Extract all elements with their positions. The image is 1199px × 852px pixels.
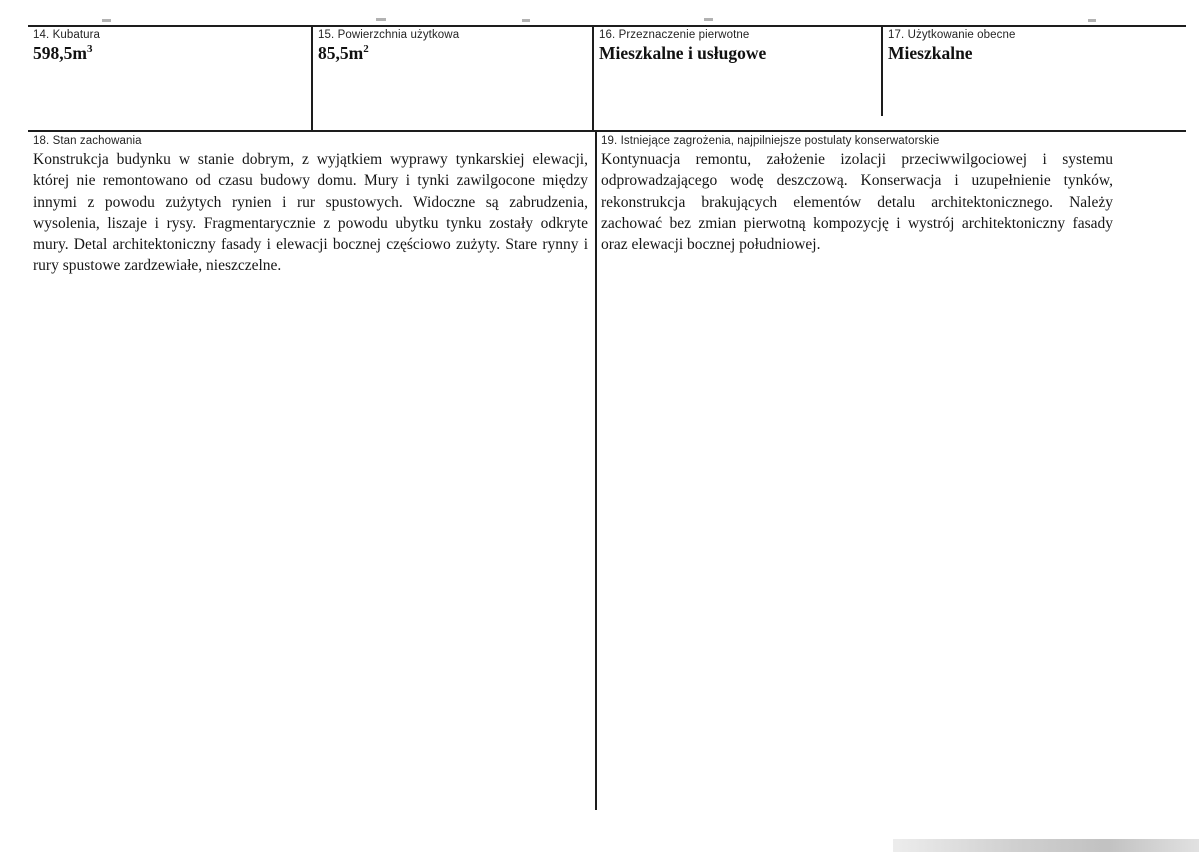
divider-18-19 <box>595 130 597 810</box>
divider-16-17 <box>881 25 883 116</box>
field-kubatura-sup: 3 <box>86 43 93 56</box>
field-uzytkowanie <box>888 29 1183 64</box>
field-kubatura-value: $598,5m^3$ <box>33 43 93 63</box>
field-przeznaczenie-label: 16. Przeznaczenie pierwotne <box>599 29 750 41</box>
scan-noise <box>102 19 111 22</box>
section-18-header <box>33 135 142 147</box>
field-uzytkowanie-value: Mieszkalne <box>888 43 973 63</box>
field-przeznaczenie <box>599 29 874 64</box>
row-separator-line <box>28 130 1186 132</box>
field-powierzchnia-value: $85,5m^2$ <box>318 43 369 63</box>
field-powierzchnia-sup: 2 <box>363 43 369 56</box>
field-kubatura <box>33 29 303 64</box>
field-powierzchnia-label: 15. Powierzchnia użytkowa <box>318 29 460 41</box>
field-przeznaczenie-value: Mieszkalne i usługowe <box>599 43 767 63</box>
section-19-text: Kontynuacja remontu, założenie izolacji przeciwwilgociowej i systemu odprowadzającego wodę deszczową. Konserwacja i uzupełnienie tynków, rekonstrukcja brakujących elementów detalu architektonicznego. Należy zachować bez zmian pierwotną kompozycję i wystrój architektoniczny fasady oraz elewacji bocznej południowej. <box>601 151 1113 254</box>
field-uzytkowanie-label: 17. Użytkowanie obecne <box>888 29 1016 41</box>
scan-noise <box>522 19 530 22</box>
section-18-text: Konstrukcja budynku w stanie dobrym, z wyjątkiem wyprawy tynkarskiej elewacji, której nie remontowano od czasu budowy domu. Mury i tynki zawilgocone między innymi z powodu zużytych rynien i rur spustowych. Widoczne są zabrudzenia, wysolenia, liszaje i rysy. Fragmentarycznie z powodu ubytku tynku zostały odkryte mury. Detal architektoniczny fasady i elewacji bocznej częściowo zużyty. Stare rynny i rury spustowe zardzewiałe, nieszczelne. <box>33 151 588 275</box>
field-kubatura-label: 14. Kubatura <box>33 29 101 41</box>
section-18-label: 18. Stan zachowania <box>33 135 142 147</box>
divider-15-16 <box>592 25 594 130</box>
section-19-header <box>601 135 939 147</box>
scan-noise <box>376 18 386 21</box>
top-border-line <box>28 25 1186 27</box>
section-19-label: 19. Istniejące zagrożenia, najpilniejsze postulaty konserwatorskie <box>601 135 940 147</box>
field-powierzchnia <box>318 29 584 64</box>
scan-smudge-artifact <box>893 839 1199 852</box>
scan-noise <box>1088 19 1096 22</box>
scan-noise <box>704 18 713 21</box>
divider-14-15 <box>311 25 313 130</box>
